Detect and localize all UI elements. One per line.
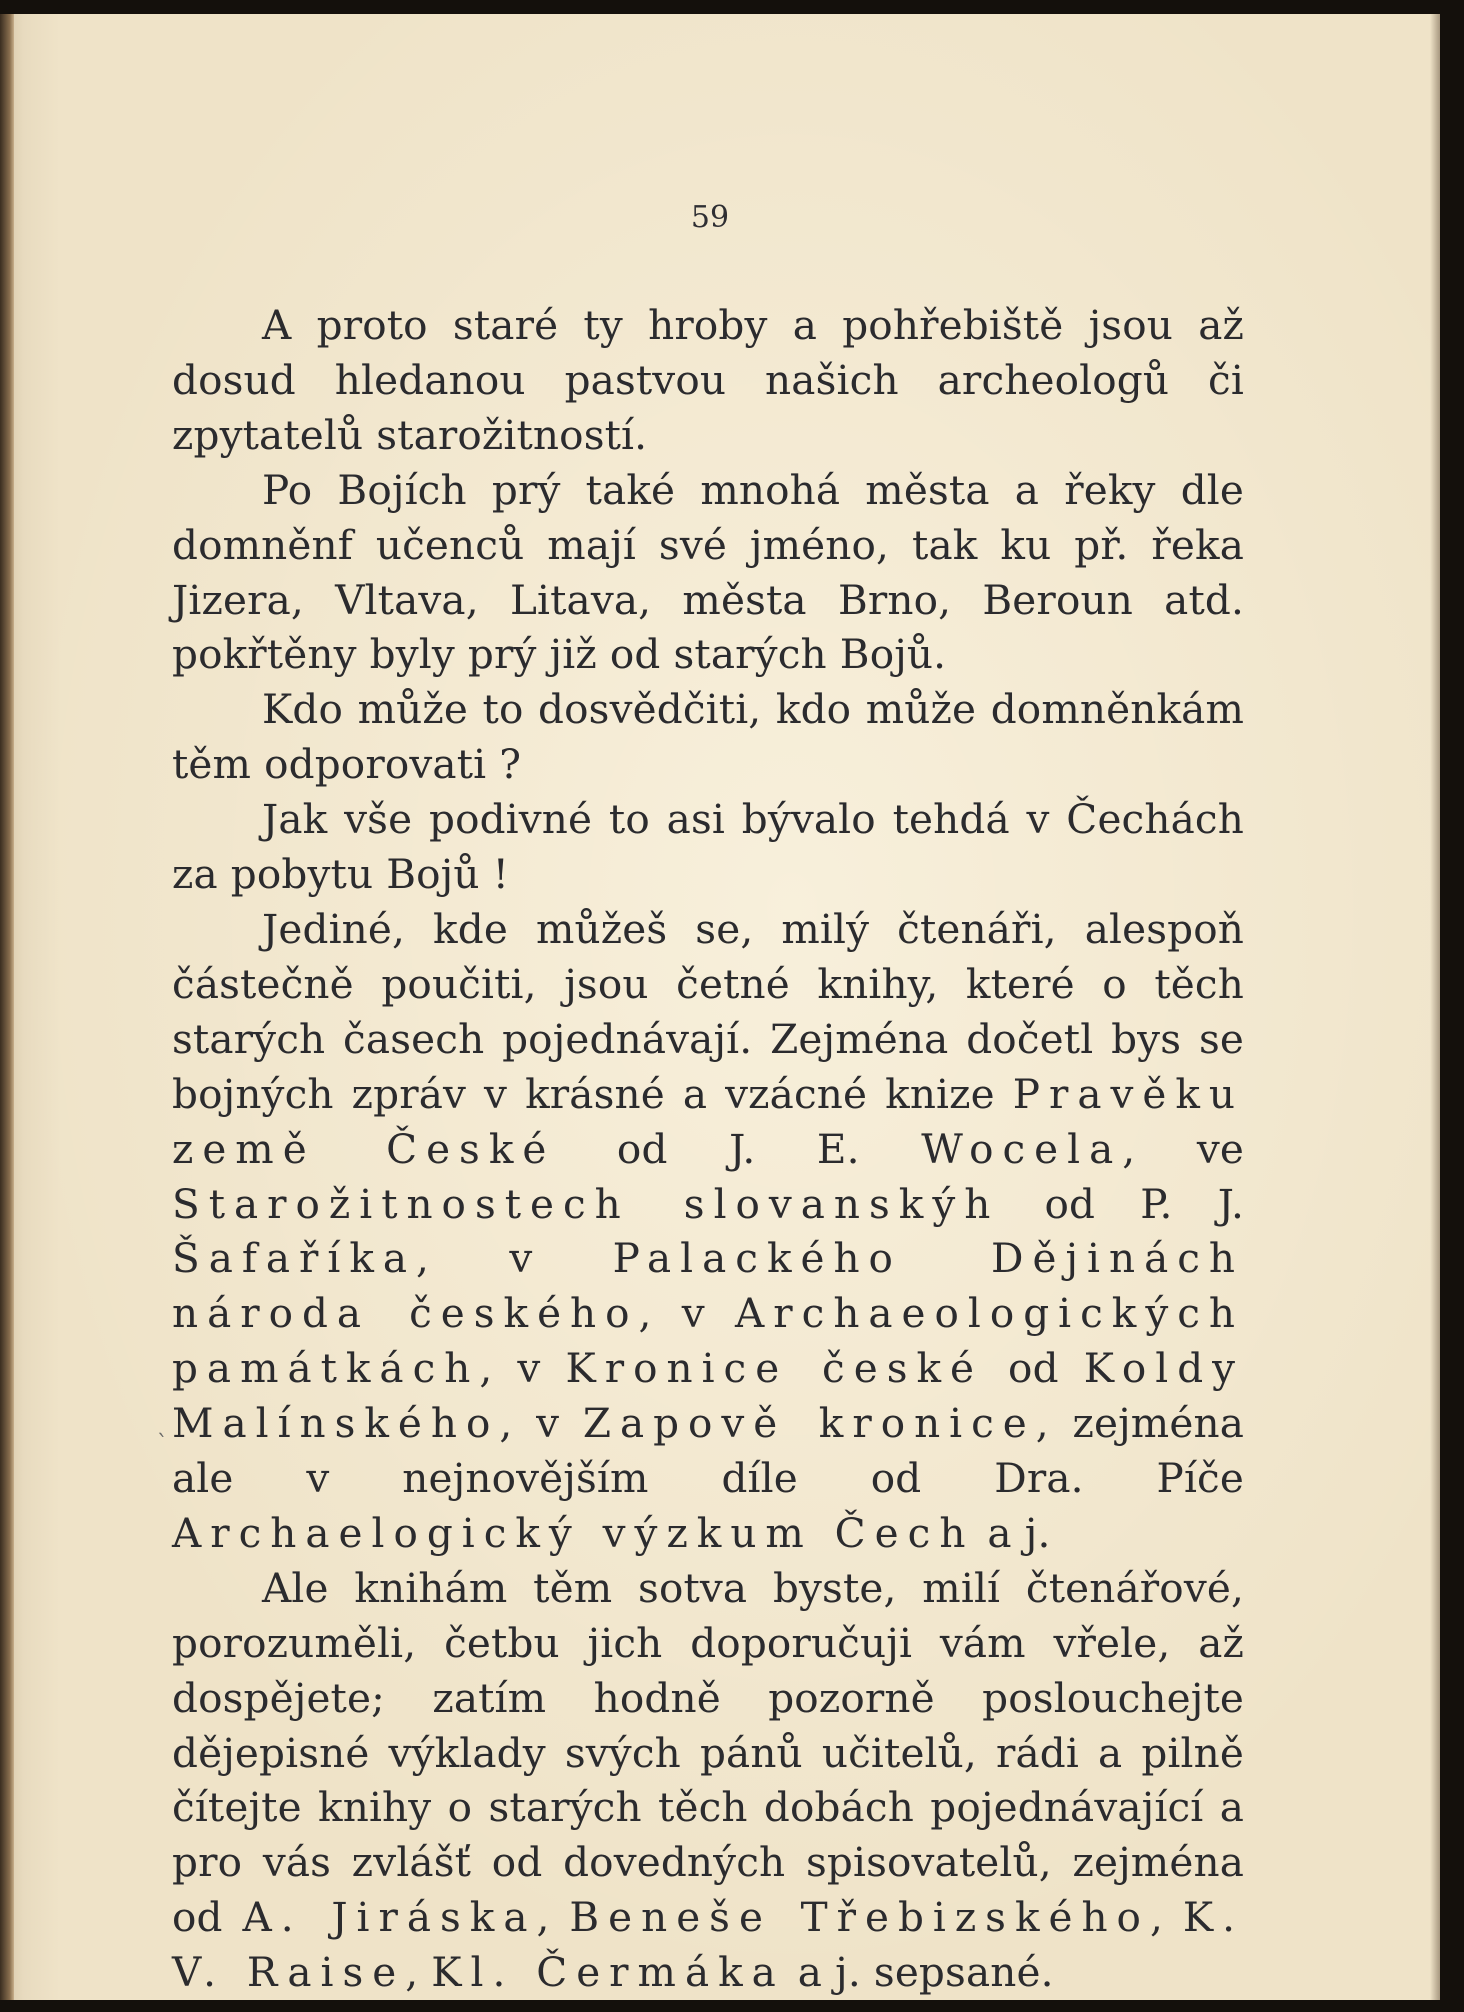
text-run: Jak vše podivné to asi bývalo tehdá v Čechách za pobytu Bojů ! [172, 795, 1244, 899]
text-run: , v [479, 1344, 566, 1393]
emphasized-title: Palackého Dějinách národa českého [172, 1234, 1244, 1338]
text-run: , [1149, 1893, 1183, 1942]
emphasized-title: Zapově kronice [582, 1399, 1036, 1448]
book-page [0, 14, 1440, 2000]
emphasized-title: Kl. Čermáka [431, 1948, 785, 1997]
paragraph [172, 682, 1244, 792]
paragraph [172, 1561, 1244, 2000]
emphasized-title: Starožitnostech slovanskýh [172, 1179, 1000, 1228]
text-run: od P. J. [999, 1179, 1244, 1228]
page-number: 59 [690, 200, 730, 235]
paragraph [172, 902, 1244, 1561]
paragraph [172, 298, 1244, 463]
text-run: Jediné, kde můžeš se, milý čtenáři, alespoň částečně poučiti, jsou četné knihy, které o těch starých časech pojednávají. Zejména dočetl bys se bojných zpráv v krásné a vzácné knize [172, 904, 1244, 1118]
text-run: , v [416, 1234, 613, 1283]
emphasized-title: Wocela [921, 1124, 1123, 1173]
text-run: od J. E. [555, 1124, 922, 1173]
paragraph [172, 463, 1244, 683]
ink-speck: ˋ [157, 1432, 168, 1457]
emphasized-title: Kronice české [565, 1344, 983, 1393]
text-run: , [405, 1948, 432, 1997]
text-run: , zejména ale v nejnovějším díle od Dra. Píče [172, 1399, 1244, 1503]
page-edge-shadow [1430, 14, 1440, 2000]
emphasized-title: Beneše Třebizského [569, 1893, 1150, 1942]
body-text [172, 298, 1244, 2000]
text-run: Po Bojích prý také mnohá města a řeky dle domněnf učenců mají své jméno, tak ku př. řeka Jizera, Vltava, Litava, města Brno, Beroun atd. pokřtěny byly prý již od starých Bojů. [172, 465, 1244, 679]
emphasized-title: K. V. Raise [172, 1893, 1244, 1997]
text-run: A proto staré ty hroby a pohřebiště jsou až dosud hledanou pastvou našich archeologů či zpytatelů starožitností. [172, 301, 1244, 459]
text-run: , v [499, 1399, 583, 1448]
text-run: od [983, 1344, 1084, 1393]
book-gutter [0, 14, 14, 2000]
paragraph [172, 792, 1244, 902]
text-run: Kdo může to dosvědčiti, kdo může domněnkám těm odporovati ? [172, 685, 1244, 789]
emphasized-title: Archaelogický výzkum Čech [172, 1508, 975, 1557]
emphasized-title: Archaeologických památkách [172, 1289, 1244, 1393]
text-run: , [536, 1893, 570, 1942]
text-run: a j. [974, 1508, 1051, 1557]
emphasized-title: Koldy Malínského [172, 1344, 1244, 1448]
emphasized-title: Šafaříka [172, 1234, 417, 1283]
text-run: a j. sepsané. [784, 1948, 1054, 1997]
text-run: Ale knihám těm sotva byste, milí čtenářové, porozuměli, četbu jich doporučuji vám vřele, až dospějete; zatím hodně pozorně poslouchejte dějepisné výklady svých pánů učitelů, rádi a pilně čítejte knihy o starých těch dobách pojednávající a pro vás zvlášť od dovedných spisovatelů, zejména od [172, 1563, 1244, 1942]
text-run: , v [638, 1289, 736, 1338]
text-run: , ve [1122, 1124, 1244, 1173]
emphasized-title: A. Jiráska [242, 1893, 537, 1942]
emphasized-title: Pravěku země České [172, 1069, 1244, 1173]
